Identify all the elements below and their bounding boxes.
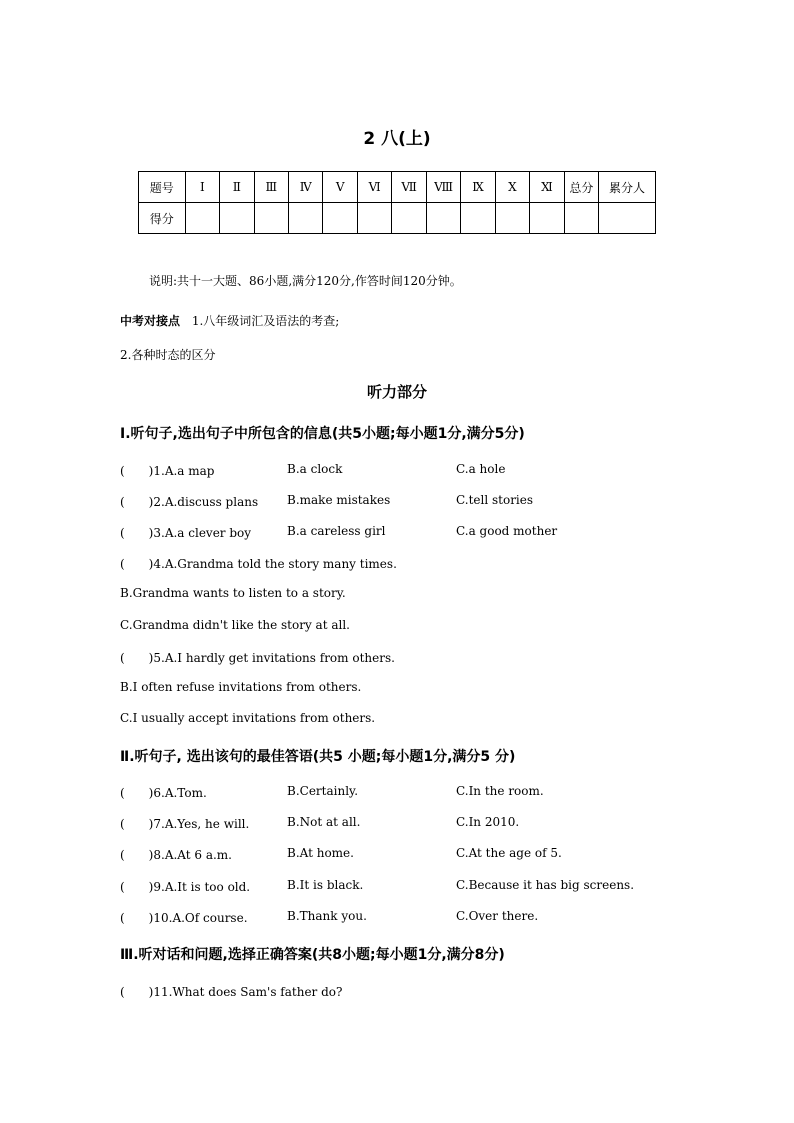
section-1-title: Ⅰ.听句子,选出句子中所包含的信息(共5小题;每小题1分,满分5分)	[120, 426, 525, 442]
exam-link-point2: 2.各种时态的区分	[120, 348, 216, 362]
question-5-stem: ( )5.A.I hardly get invitations from others.	[120, 651, 395, 665]
instructions: 说明:共十一大题、86小题,满分120分,作答时间120分钟。	[149, 274, 462, 288]
score-cell[interactable]	[564, 203, 598, 234]
score-table-score-row	[139, 203, 656, 234]
row-label-cell: 得分	[139, 203, 186, 234]
question-2-option-c: C.tell stories	[456, 493, 534, 507]
question-6-option-b: B.Certainly.	[287, 784, 359, 798]
score-cell[interactable]	[254, 203, 288, 234]
question-6-option-c: C.In the room.	[456, 784, 544, 798]
column-header: Ⅸ	[461, 172, 495, 203]
question-1-stem: ( )1.A.a map	[120, 464, 215, 478]
column-header: 总分	[564, 172, 598, 203]
question-3-stem: ( )3.A.a clever boy	[120, 526, 252, 540]
score-cell[interactable]	[599, 203, 656, 234]
score-cell[interactable]	[220, 203, 254, 234]
exam-link	[120, 312, 339, 329]
column-header: Ⅴ	[323, 172, 357, 203]
question-10-option-b: B.Thank you.	[287, 909, 367, 923]
score-cell[interactable]	[530, 203, 564, 234]
score-cell[interactable]	[185, 203, 219, 234]
question-8-stem: ( )8.A.At 6 a.m.	[120, 848, 232, 862]
question-9-option-c: C.Because it has big screens.	[456, 878, 635, 892]
question-10-option-c: C.Over there.	[456, 909, 539, 923]
question-1-option-b: B.a clock	[287, 462, 343, 476]
column-header: Ⅳ	[288, 172, 322, 203]
question-4-stem: ( )4.A.Grandma told the story many times.	[120, 557, 397, 571]
score-cell[interactable]	[495, 203, 529, 234]
score-cell[interactable]	[461, 203, 495, 234]
section-2-title: Ⅱ.听句子, 选出该句的最佳答语(共5 小题;每小题1分,满分5 分)	[120, 749, 516, 765]
column-header: Ⅲ	[254, 172, 288, 203]
exam-link-label: 中考对接点	[120, 314, 181, 328]
question-9-stem: ( )9.A.It is too old.	[120, 880, 251, 894]
score-cell[interactable]	[288, 203, 322, 234]
score-cell[interactable]	[426, 203, 460, 234]
question-5-option-c: C.I usually accept invitations from others.	[120, 711, 376, 725]
score-cell[interactable]	[323, 203, 357, 234]
question-2-option-b: B.make mistakes	[287, 493, 391, 507]
question-5-option-b: B.I often refuse invitations from others.	[120, 680, 362, 694]
question-7-option-c: C.In 2010.	[456, 815, 520, 829]
question-9-option-b: B.It is black.	[287, 878, 364, 892]
question-8-option-c: C.At the age of 5.	[456, 846, 562, 860]
page-title: 2 八(上)	[363, 129, 431, 149]
column-header: Ⅺ	[530, 172, 564, 203]
column-header: Ⅹ	[495, 172, 529, 203]
score-table	[138, 171, 656, 234]
question-7-option-b: B.Not at all.	[287, 815, 361, 829]
question-4-option-b: B.Grandma wants to listen to a story.	[120, 586, 346, 600]
question-3-option-b: B.a careless girl	[287, 524, 386, 538]
question-3-option-c: C.a good mother	[456, 524, 558, 538]
score-cell[interactable]	[357, 203, 391, 234]
column-header: 累分人	[599, 172, 656, 203]
header-label-cell: 题号	[139, 172, 186, 203]
question-2-stem: ( )2.A.discuss plans	[120, 495, 259, 509]
question-1-option-c: C.a hole	[456, 462, 506, 476]
question-6-stem: ( )6.A.Tom.	[120, 786, 207, 800]
score-cell[interactable]	[392, 203, 426, 234]
question-11-stem: ( )11.What does Sam's father do?	[120, 985, 343, 999]
question-7-stem: ( )7.A.Yes, he will.	[120, 817, 250, 831]
section-3-title: Ⅲ.听对话和问题,选择正确答案(共8小题;每小题1分,满分8分)	[120, 947, 505, 963]
question-10-stem: ( )10.A.Of course.	[120, 911, 248, 925]
question-4-option-c: C.Grandma didn't like the story at all.	[120, 618, 350, 632]
exam-link-point1: 1.八年级词汇及语法的考查;	[191, 314, 340, 328]
score-table-header-row	[139, 172, 656, 203]
column-header: Ⅶ	[392, 172, 426, 203]
column-header: Ⅵ	[357, 172, 391, 203]
column-header: Ⅰ	[185, 172, 219, 203]
column-header: Ⅱ	[220, 172, 254, 203]
question-8-option-b: B.At home.	[287, 846, 354, 860]
listening-part-title: 听力部分	[366, 383, 427, 401]
column-header: Ⅷ	[426, 172, 460, 203]
